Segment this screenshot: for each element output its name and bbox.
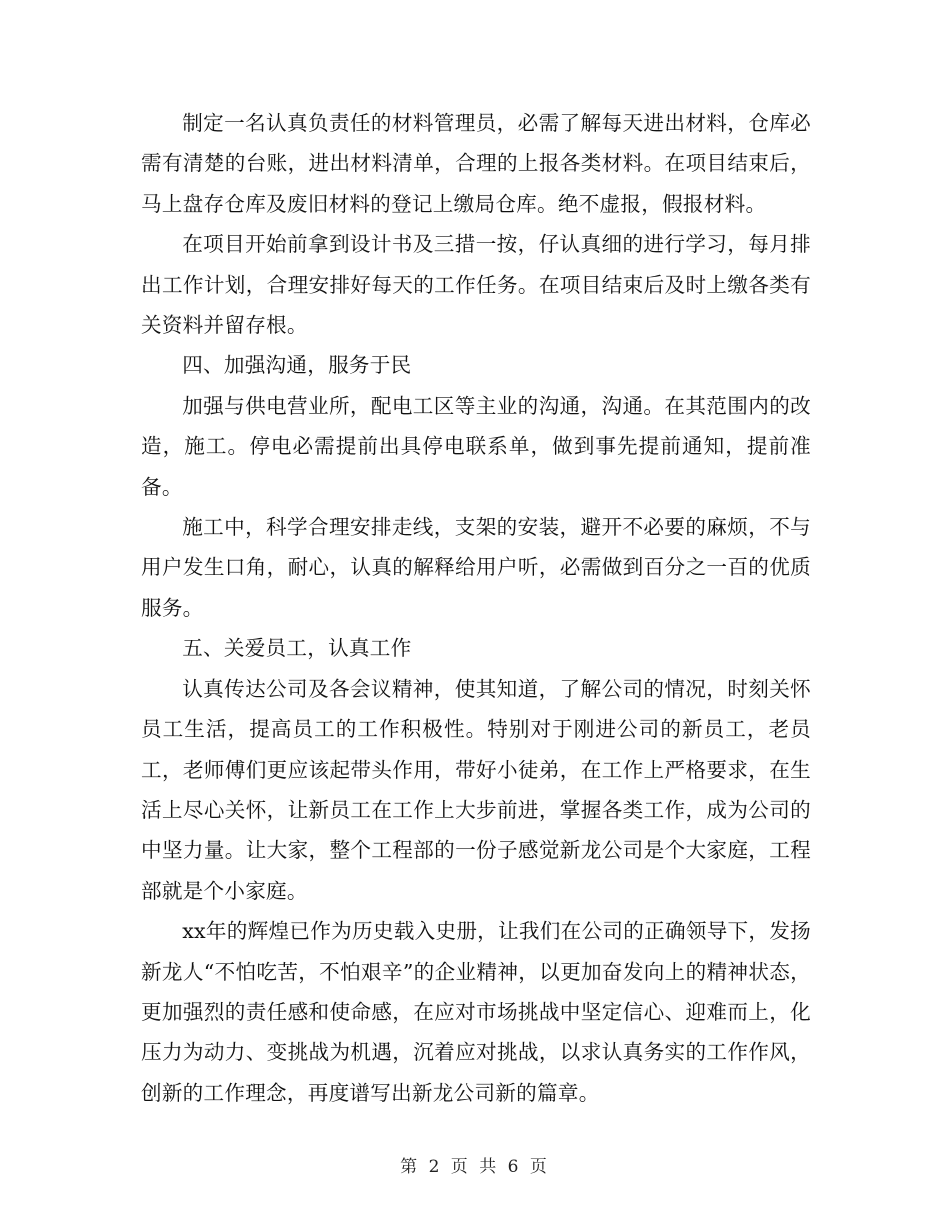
- paragraph-material-manager: 制定一名认真负责任的材料管理员，必需了解每天进出材料，仓库必需有清楚的台账，进出材料清单，合理的上报各类材料。在项目结束后，马上盘存仓库及废旧材料的登记上缴局仓库。绝不虚报，假报材料。: [141, 111, 811, 216]
- section-heading-employee-care: 五、关爱员工，认真工作: [182, 636, 412, 661]
- paragraph-employee-care: 认真传达公司及各会议精神，使其知道，了解公司的情况，时刻关怀员工生活，提高员工的工作积极性。特别对于刚进公司的新员工，老员工，老师傅们更应该起带头作用，带好小徒弟，在工作上严格要求，在生活上尽心关怀，让新员工在工作上大步前进，掌握各类工作，成为公司的中坚力量。让大家，整个工程部的一份子感觉新龙公司是个大家庭，工程部就是个小家庭。: [141, 676, 811, 903]
- document-body: [141, 103, 811, 1113]
- section-heading-communication: 四、加强沟通，服务于民: [182, 353, 412, 378]
- paragraph-conclusion: xx年的辉煌已作为历史载入史册，让我们在公司的正确领导下，发扬新龙人“不怕吃苦，不怕艰辛”的企业精神，以更加奋发向上的精神状态，更加强烈的责任感和使命感，在应对市场挑战中坚定信心、迎难而上，化压力为动力、变挑战为机遇，沉着应对挑战，以求认真务实的工作作风，创新的工作理念，再度谱写出新龙公司新的篇章。: [141, 919, 811, 1105]
- paragraph-communication: 加强与供电营业所，配电工区等主业的沟通，沟通。在其范围内的改造，施工。停电必需提前出具停电联系单，做到事先提前通知，提前准备。: [141, 393, 811, 499]
- paragraph-project-planning: 在项目开始前拿到设计书及三措一按，仔认真细的进行学习，每月排出工作计划，合理安排好每天的工作任务。在项目结束后及时上缴各类有关资料并留存根。: [141, 232, 811, 338]
- paragraph-construction-service: 施工中，科学合理安排走线，支架的安装，避开不必要的麻烦，不与用户发生口角，耐心，认真的解释给用户听，必需做到百分之一百的优质服务。: [141, 515, 811, 620]
- page-number-footer: 第 2 页 共 6 页: [400, 1157, 550, 1177]
